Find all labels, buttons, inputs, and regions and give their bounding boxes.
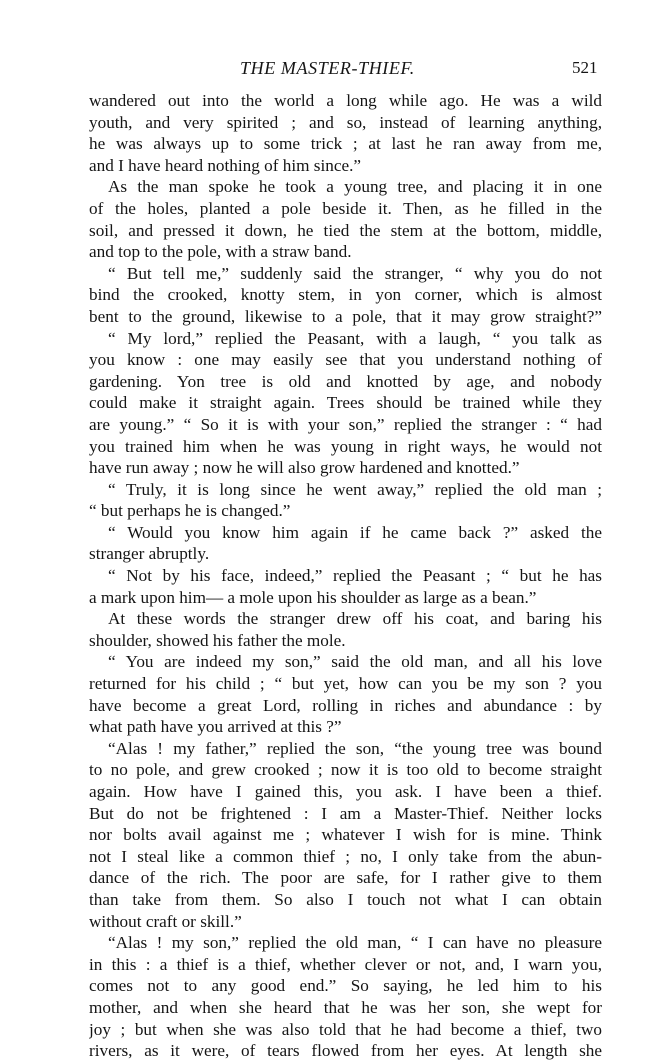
text-line: have run away ; now he will also grow hardened and knotted.” [89,458,520,478]
text-line: and top to the pole, with a straw band. [89,242,352,262]
text-line: nor bolts avail against me ; whatever I wish for is mine. Think [89,825,602,845]
text-line: not I steal like a common thief ; no, I only take from the abun- [89,846,602,866]
text-line: to no pole, and grew crooked ; now it is too old to become straight [89,760,602,780]
text-line: gardening. Yon tree is old and knotted by age, and nobody [89,371,602,391]
text-line: are young.” “ So it is with your son,” replied the stranger : “ had [89,414,602,434]
text-line: bent to the ground, likewise to a pole, that it may grow straight?” [89,306,602,326]
text-line: “ but perhaps he is changed.” [89,501,291,521]
text-line: “ My lord,” replied the Peasant, with a laugh, “ you talk as [108,328,602,348]
text-line: wandered out into the world a long while ago. He was a wild [89,91,602,110]
text-line: dance of the rich. The poor are safe, for I rather give to them [89,868,602,888]
page-number: 521 [572,58,598,77]
text-line: of the holes, planted a pole beside it. Then, as he filled in the [89,198,602,218]
text-line: than take from them. So also I touch not what I can obtain [89,889,602,909]
text-line: As the man spoke he took a young tree, and placing it in one [108,177,602,197]
text-line: a mark upon him— a mole upon his shoulder as large as a bean.” [89,587,537,607]
text-line: you know : one may easily see that you understand nothing of [89,350,602,370]
text-line: shoulder, showed his father the mole. [89,630,346,650]
text-line: returned for his child ; “ but yet, how can you be my son ? you [89,674,602,694]
text-line: At these words the stranger drew off his coat, and baring his [108,609,602,629]
text-line: have become a great Lord, rolling in riches and abundance : by [89,695,602,715]
text-line: youth, and very spirited ; and so, instead of learning anything, [89,112,602,132]
text-line: joy ; but when she was also told that he had become a thief, two [89,1019,602,1039]
text-line: you trained him when he was young in right ways, he would not [89,436,602,456]
text-line: rivers, as it were, of tears flowed from her eyes. At length she [89,1041,602,1061]
text-line: he was always up to some trick ; at last he ran away from me, [89,134,602,154]
text-line: comes not to any good end.” So saying, he led him to his [89,976,602,996]
text-line: without craft or skill.” [89,911,242,931]
text-line: But do not be frightened : I am a Master-Thief. Neither locks [89,803,602,823]
body-text [89,90,602,1062]
text-line: could make it straight again. Trees should be trained while they [89,393,602,413]
text-line: soil, and pressed it down, he tied the stem at the bottom, middle, [89,220,602,240]
text-line: “ Truly, it is long since he went away,” replied the old man ; [108,479,602,499]
text-line: “ You are indeed my son,” said the old man, and all his love [108,652,602,672]
text-line: mother, and when she heard that he was her son, she wept for [89,997,602,1017]
text-line: “Alas ! my son,” replied the old man, “ I can have no pleasure [108,933,602,953]
text-line: “ Would you know him again if he came back ?” asked the [108,522,602,542]
text-line: “ Not by his face, indeed,” replied the Peasant ; “ but he has [108,566,602,586]
running-title: THE MASTER-THIEF. [240,58,415,78]
text-line: “Alas ! my father,” replied the son, “the young tree was bound [108,738,602,758]
text-line: “ But tell me,” suddenly said the stranger, “ why you do not [108,263,602,283]
text-line: and I have heard nothing of him since.” [89,155,362,175]
text-line: again. How have I gained this, you ask. I have been a thief. [89,782,602,801]
text-line: in this : a thief is a thief, whether clever or not, and, I warn you, [89,954,602,974]
text-line: bind the crooked, knotty stem, in yon corner, which is almost [89,285,602,305]
text-line: stranger abruptly. [89,544,210,564]
text-line: what path have you arrived at this ?” [89,717,342,737]
